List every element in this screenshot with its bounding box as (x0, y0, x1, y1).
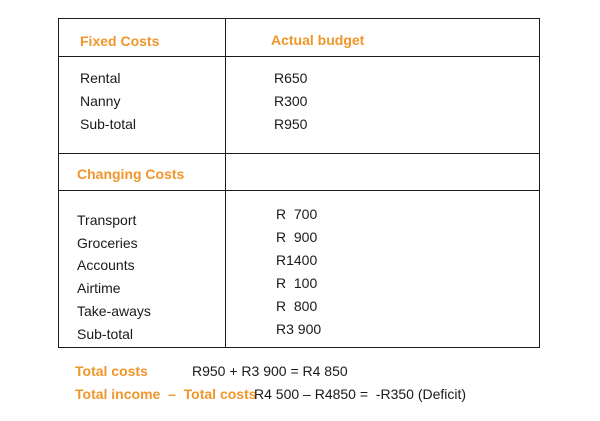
changing-row-value: R1400 (276, 252, 318, 268)
changing-row-label: Sub-total (77, 326, 134, 342)
total-costs-formula: R950 + R3 900 = R4 850 (192, 363, 348, 379)
changing-row-value: R 100 (276, 275, 318, 291)
header-divider (58, 56, 540, 57)
changing-row-label: Airtime (77, 280, 121, 296)
actual-budget-header: Actual budget (271, 32, 365, 48)
fixed-row-value: R300 (274, 93, 308, 109)
fixed-costs-header: Fixed Costs (80, 33, 160, 49)
income-formula: R4 500 – R4850 = -R350 (Deficit) (254, 386, 467, 402)
changing-row-value: R3 900 (276, 321, 322, 337)
total-income-label: Total income – Total costs (75, 386, 257, 402)
fixed-row-label: Nanny (80, 93, 121, 109)
changing-row-value: R 900 (276, 229, 318, 245)
fixed-row-value: R950 (274, 116, 308, 132)
changing-row-label: Take-aways (77, 303, 151, 319)
changing-row-label: Transport (77, 212, 137, 228)
fixed-row-value: R650 (274, 70, 308, 86)
total-costs-label: Total costs (75, 363, 148, 379)
section-divider-bottom (58, 190, 540, 191)
changing-row-value: R 800 (276, 298, 318, 314)
fixed-row-label: Sub-total (80, 116, 137, 132)
section-divider-top (58, 153, 540, 154)
fixed-row-label: Rental (80, 70, 121, 86)
column-divider (225, 18, 226, 348)
changing-row-value: R 700 (276, 206, 318, 222)
changing-costs-header: Changing Costs (77, 166, 185, 182)
changing-row-label: Groceries (77, 235, 138, 251)
changing-row-label: Accounts (77, 257, 135, 273)
